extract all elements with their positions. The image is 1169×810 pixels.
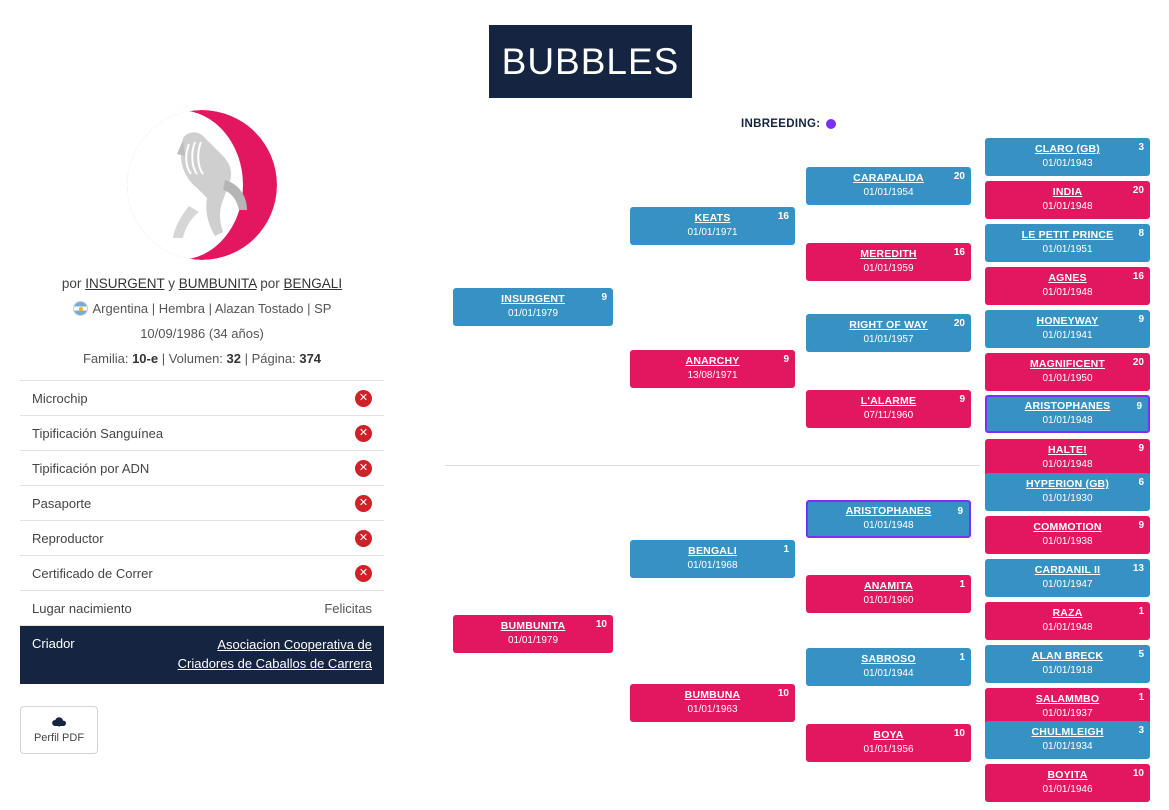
- pedigree-cell-date: 01/01/1963: [687, 704, 738, 715]
- pedigree-cell-date: 01/01/1951: [1042, 244, 1093, 255]
- pedigree-cell-date: 07/11/1960: [863, 410, 914, 421]
- family-info: Familia: 10-e | Volumen: 32 | Página: 374: [82, 351, 322, 366]
- horse-head-icon: [127, 110, 277, 260]
- breeding-prefix: por: [61, 276, 82, 291]
- table-row: [20, 451, 384, 486]
- horse-head-logo: [127, 110, 277, 260]
- pedigree-cell-date: 01/01/1937: [1042, 708, 1093, 719]
- pedigree-cell-name: AGNES: [1048, 272, 1087, 284]
- close-icon: ✕: [355, 565, 372, 582]
- pedigree-cell[interactable]: [985, 224, 1150, 262]
- pedigree-cell-date: 01/01/1959: [863, 263, 914, 274]
- row-label: Microchip: [32, 390, 88, 406]
- pedigree-cell-number: 1: [783, 544, 789, 555]
- row-label: Certificado de Correr: [32, 565, 153, 581]
- pedigree-cell-number: 10: [953, 728, 965, 739]
- attribute-rows: [20, 380, 384, 684]
- pedigree-cell-name: LE PETIT PRINCE: [1021, 229, 1114, 241]
- pedigree-cell-name: KEATS: [694, 212, 731, 224]
- table-row: [20, 486, 384, 521]
- pedigree-cell-number: 16: [777, 211, 789, 222]
- pedigree-cell-number: 9: [1138, 443, 1144, 454]
- horse-attributes-text: Argentina | Hembra | Alazan Tostado | SP: [92, 301, 332, 316]
- pdf-profile-button[interactable]: [20, 706, 98, 754]
- pedigree-cell-date: 01/01/1957: [863, 334, 914, 345]
- pedigree-cell-date: 01/01/1938: [1042, 536, 1093, 547]
- pedigree-cell-number: 3: [1138, 142, 1144, 153]
- pedigree-cell-number: 9: [957, 506, 963, 517]
- pedigree-cell[interactable]: [630, 350, 795, 388]
- row-value: Felicitas: [324, 600, 372, 616]
- pedigree-cell-name: BOYITA: [1047, 769, 1088, 781]
- close-icon: ✕: [355, 495, 372, 512]
- close-icon: ✕: [355, 530, 372, 547]
- table-row-birthplace: [20, 591, 384, 626]
- family-label: Familia:: [82, 351, 129, 366]
- pedigree-cell[interactable]: [630, 684, 795, 722]
- pedigree-cell-number: 16: [1132, 271, 1144, 282]
- pedigree-cell-name: RAZA: [1052, 607, 1083, 619]
- pedigree-cell[interactable]: [806, 648, 971, 686]
- argentina-flag-icon: [73, 301, 88, 316]
- page-title: [489, 25, 692, 98]
- pedigree-cell-name: COMMOTION: [1033, 521, 1102, 533]
- pedigree-cell[interactable]: [453, 288, 613, 326]
- pedigree-cell[interactable]: [985, 559, 1150, 597]
- pedigree-cell-date: 01/01/1960: [863, 595, 914, 606]
- pedigree-cell-date: 01/01/1954: [863, 187, 914, 198]
- pedigree-cell-date: 01/01/1948: [1042, 622, 1093, 633]
- close-icon: ✕: [355, 390, 372, 407]
- pedigree-cell-name: L'ALARME: [860, 395, 917, 407]
- pedigree-cell[interactable]: [985, 721, 1150, 759]
- pedigree-cell-name: SALAMMBO: [1035, 693, 1100, 705]
- pedigree-cell-date: 01/01/1948: [1042, 459, 1093, 470]
- pedigree-cell-number: 9: [1136, 401, 1142, 412]
- pedigree-cell-number: 8: [1138, 228, 1144, 239]
- pedigree-cell[interactable]: [985, 516, 1150, 554]
- pedigree-cell-name: CARDANIL II: [1034, 564, 1101, 576]
- pedigree-cell-name: BENGALI: [688, 545, 737, 557]
- pedigree-cell[interactable]: [806, 314, 971, 352]
- breeder-link[interactable]: Asociacion Cooperativa de Criadores de Caballos de Carrera: [177, 637, 372, 671]
- pedigree-cell-number: 10: [1132, 768, 1144, 779]
- pdf-profile-label: Perfil PDF: [33, 731, 85, 744]
- pedigree-cell-name: HONEYWAY: [1036, 315, 1099, 327]
- cloud-download-icon: [51, 716, 68, 729]
- pedigree-cell-number: 20: [953, 318, 965, 329]
- pedigree-cell[interactable]: [985, 138, 1150, 176]
- row-label: Pasaporte: [32, 495, 92, 511]
- pedigree-cell[interactable]: [806, 167, 971, 205]
- pedigree-cell-number: 16: [953, 247, 965, 258]
- table-row: [20, 556, 384, 591]
- pedigree-cell-date: 01/01/1946: [1042, 784, 1093, 795]
- pedigree-cell-date: 01/01/1943: [1042, 158, 1093, 169]
- pedigree-cell-number: 9: [1138, 314, 1144, 325]
- breeder-row: [20, 626, 384, 684]
- row-label: Lugar nacimiento: [32, 600, 132, 616]
- pedigree-cell[interactable]: [985, 439, 1150, 477]
- pedigree-cell-number: 9: [1138, 520, 1144, 531]
- horse-info-panel: [20, 110, 384, 754]
- pedigree-cell-name: ALAN BRECK: [1031, 650, 1104, 662]
- pedigree-cell-number: 5: [1138, 649, 1144, 660]
- pedigree-cell-date: 01/01/1948: [863, 520, 914, 531]
- pedigree-cell-number: 9: [783, 354, 789, 365]
- pedigree-cell-date: 01/01/1948: [1042, 201, 1093, 212]
- pedigree-cell-date: 01/01/1947: [1042, 579, 1093, 590]
- pedigree-cell-name: RIGHT OF WAY: [849, 319, 928, 331]
- pedigree-cell-name: CARAPALIDA: [853, 172, 924, 184]
- pedigree-cell[interactable]: [985, 267, 1150, 305]
- breeding-by: por: [260, 276, 280, 291]
- pedigree-cell[interactable]: [806, 390, 971, 428]
- pedigree-cell-number: 9: [959, 394, 965, 405]
- pedigree-cell-number: 20: [953, 171, 965, 182]
- pedigree-chart: [440, 110, 1160, 800]
- breeding-mid: y: [168, 276, 175, 291]
- pedigree-cell[interactable]: [630, 540, 795, 578]
- table-row: [20, 521, 384, 556]
- row-label: Tipificación Sanguínea: [32, 425, 164, 441]
- pedigree-cell-name: CHULMLEIGH: [1031, 726, 1104, 738]
- volume-label: Volumen:: [168, 351, 223, 366]
- family-value: 10-e: [132, 351, 159, 366]
- pedigree-cell-name: ARISTOPHANES: [845, 505, 932, 517]
- pedigree-cell-name: CLARO (GB): [1035, 143, 1100, 155]
- pedigree-cell-date: 13/08/1971: [687, 370, 738, 381]
- breeding-line: [20, 276, 384, 291]
- pedigree-cell-date: 01/01/1941: [1042, 330, 1093, 341]
- pedigree-cell-name: MEREDITH: [860, 248, 917, 260]
- pedigree-cell-name: INDIA: [1052, 186, 1083, 198]
- pedigree-cell-name: HYPERION (GB): [1025, 478, 1110, 490]
- pedigree-cell[interactable]: [985, 764, 1150, 802]
- dam-link[interactable]: BUMBUNITA: [178, 276, 257, 291]
- pedigree-cell-date: 01/01/1971: [687, 227, 738, 238]
- damsire-link[interactable]: BENGALI: [283, 276, 343, 291]
- pedigree-cell-inbred[interactable]: [985, 395, 1150, 433]
- pedigree-cell-name: MAGNIFICENT: [1029, 358, 1106, 370]
- pedigree-cell-number: 6: [1138, 477, 1144, 488]
- pedigree-cell[interactable]: [453, 615, 613, 653]
- row-label: Reproductor: [32, 530, 104, 546]
- pedigree-cell-date: 01/01/1979: [507, 635, 559, 646]
- pedigree-cell-number: 3: [1138, 725, 1144, 736]
- birth-date: 10/09/1986 (34 años): [140, 326, 264, 341]
- pedigree-cell-number: 9: [601, 292, 607, 303]
- pedigree-cell-name: BUMBUNA: [684, 689, 741, 701]
- pedigree-cell-name: INSURGENT: [501, 293, 565, 305]
- pedigree-cell[interactable]: [806, 724, 971, 762]
- pedigree-cell-number: 1: [1138, 692, 1144, 703]
- pedigree-cell-date: 01/01/1934: [1042, 741, 1093, 752]
- pedigree-cell-name: BUMBUNITA: [500, 620, 566, 632]
- pedigree-cell-name: ANAMITA: [863, 580, 914, 592]
- pedigree-cell[interactable]: [985, 310, 1150, 348]
- pedigree-cell-date: 01/01/1930: [1042, 493, 1093, 504]
- pedigree-cell-date: 01/01/1948: [1042, 415, 1093, 426]
- pedigree-cell[interactable]: [985, 645, 1150, 683]
- pedigree-cell-name: ARISTOPHANES: [1024, 400, 1111, 412]
- pedigree-cell-date: 01/01/1944: [863, 668, 914, 679]
- volume-value: 32: [226, 351, 242, 366]
- pedigree-cell[interactable]: [985, 353, 1150, 391]
- pedigree-cell-date: 01/01/1968: [687, 560, 738, 571]
- pedigree-cell-name: HALTE!: [1048, 444, 1087, 456]
- inbreeding-label: INBREEDING:: [741, 118, 821, 130]
- breeder-label: Criador: [32, 636, 75, 651]
- table-row: [20, 416, 384, 451]
- pedigree-cell-name: BOYA: [873, 729, 904, 741]
- pedigree-cell-number: 1: [959, 579, 965, 590]
- pedigree-cell[interactable]: [806, 243, 971, 281]
- pedigree-cell[interactable]: [806, 575, 971, 613]
- table-row: [20, 381, 384, 416]
- pedigree-cell[interactable]: [985, 473, 1150, 511]
- pedigree-cell-number: 1: [1138, 606, 1144, 617]
- close-icon: ✕: [355, 425, 372, 442]
- page-label: Página:: [251, 351, 296, 366]
- close-icon: ✕: [355, 460, 372, 477]
- row-label: Tipificación por ADN: [32, 460, 150, 476]
- pedigree-cell-number: 1: [959, 652, 965, 663]
- pedigree-cell-date: 01/01/1950: [1042, 373, 1093, 384]
- horse-attributes: [20, 301, 384, 316]
- pedigree-cell-number: 13: [1132, 563, 1144, 574]
- pedigree-cell-name: SABROSO: [861, 653, 916, 665]
- pedigree-cell-number: 20: [1132, 357, 1144, 368]
- sire-link[interactable]: INSURGENT: [85, 276, 165, 291]
- pedigree-cell-number: 10: [595, 619, 607, 630]
- page-value: 374: [299, 351, 322, 366]
- pedigree-cell[interactable]: [630, 207, 795, 245]
- pedigree-cell-number: 20: [1132, 185, 1144, 196]
- pedigree-cell-date: 01/01/1918: [1042, 665, 1093, 676]
- pedigree-cell-date: 01/01/1956: [863, 744, 914, 755]
- page-title-text: BUBBLES: [501, 40, 680, 82]
- pedigree-cell-number: 10: [777, 688, 789, 699]
- pedigree-cell-inbred[interactable]: [806, 500, 971, 538]
- pedigree-cell-date: 01/01/1979: [507, 308, 559, 319]
- pedigree-cell-date: 01/01/1948: [1042, 287, 1093, 298]
- pedigree-cell[interactable]: [985, 602, 1150, 640]
- pedigree-cell[interactable]: [985, 181, 1150, 219]
- pedigree-cell-name: ANARCHY: [685, 355, 740, 367]
